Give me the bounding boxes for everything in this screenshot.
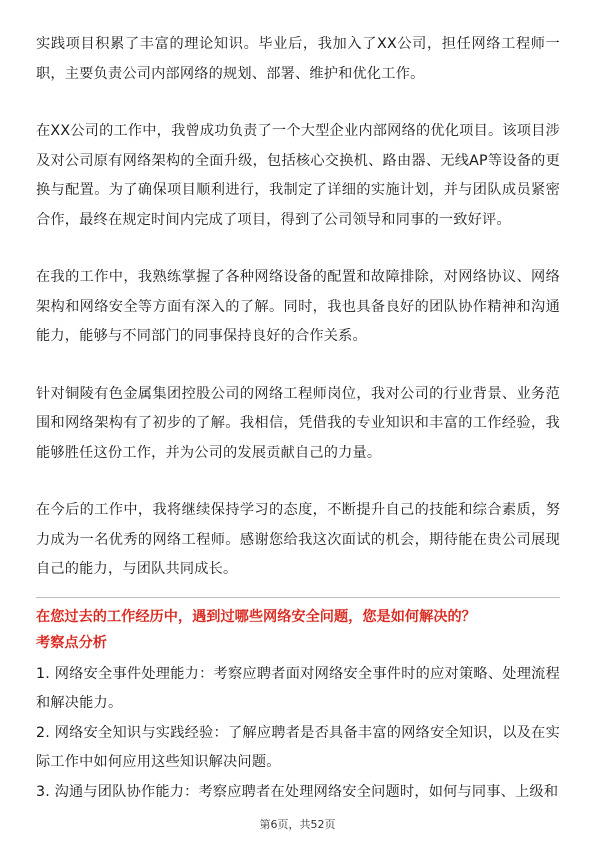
paragraph-2: 在XX公司的工作中，我曾成功负责了一个大型企业内部网络的优化项目。该项目涉及对公司原有网络架构的全面升级，包括核心交换机、路由器、无线AP等设备的更换与配置。为了确保项目顺利进行，我制定了详细的实施计划，并与团队成员紧密合作，最终在规定时间内完成了项目，得到了公司领导和同事的一致好评。 bbox=[36, 123, 560, 228]
paragraph-1: 实践项目积累了丰富的理论知识。毕业后，我加入了XX公司，担任网络工程师一职，主要负责公司内部网络的规划、部署、维护和优化工作。 bbox=[36, 36, 560, 82]
analysis-item-1: 1. 网络安全事件处理能力：考察应聘者面对网络安全事件时的应对策略、处理流程和解决能力。 bbox=[36, 665, 560, 711]
analysis-item-2: 2. 网络安全知识与实践经验：了解应聘者是否具备丰富的网络安全知识，以及在实际工作中如何应用这些知识解决问题。 bbox=[36, 724, 560, 770]
document-body bbox=[36, 30, 560, 807]
interview-question: 在您过去的工作经历中，遇到过哪些网络安全问题，您是如何解决的？ bbox=[36, 608, 476, 625]
paragraph-3: 在我的工作中，我熟练掌握了各种网络设备的配置和故障排除，对网络协议、网络架构和网络安全等方面有深入的了解。同时，我也具备良好的团队协作精神和沟通能力，能够与不同部门的同事保持良好的合作关系。 bbox=[36, 269, 560, 344]
paragraph-5: 在今后的工作中，我将继续保持学习的态度，不断提升自己的技能和综合素质，努力成为一名优秀的网络工程师。感谢您给我这次面试的机会，期待能在贵公司展现自己的能力，与团队共同成长。 bbox=[36, 502, 560, 577]
section-divider bbox=[36, 597, 560, 598]
paragraph-4: 针对铜陵有色金属集团控股公司的网络工程师岗位，我对公司的行业背景、业务范围和网络架构有了初步的了解。我相信，凭借我的专业知识和丰富的工作经验，我能够胜任这份工作，并为公司的发展贡献自己的力量。 bbox=[36, 385, 560, 461]
analysis-heading: 考察点分析 bbox=[36, 634, 107, 651]
page-number: 第6页，共52页 bbox=[259, 818, 336, 831]
analysis-item-3: 3. 沟通与团队协作能力：考察应聘者在处理网络安全问题时，如何与同事、上级和 bbox=[36, 783, 559, 800]
